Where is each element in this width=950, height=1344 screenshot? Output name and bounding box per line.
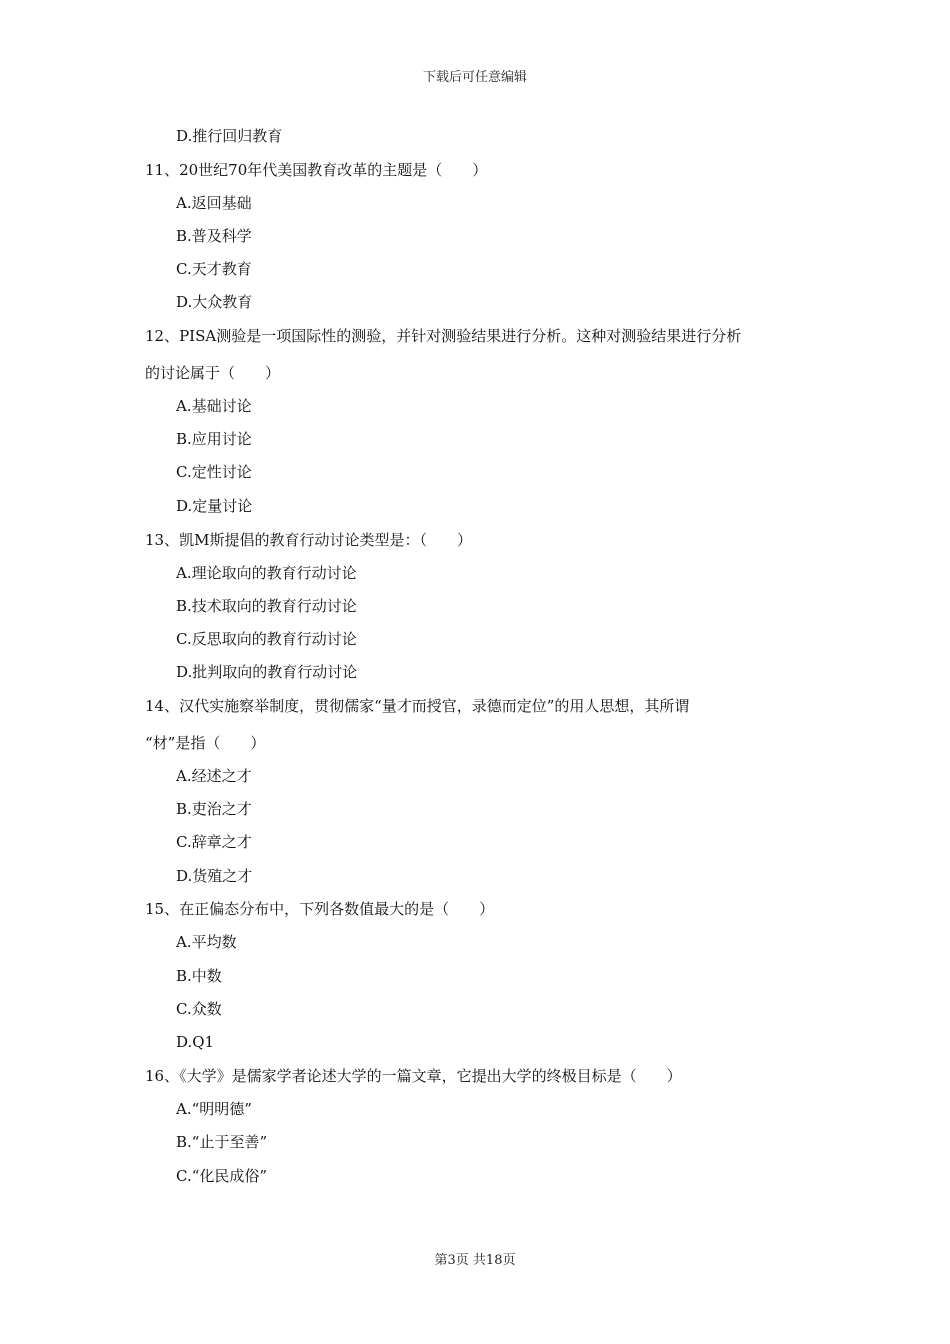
- question-continuation: 的讨论属于（ ）: [145, 364, 281, 382]
- answer-option: B.“止于至善”: [176, 1133, 268, 1151]
- answer-option: A.“明明德”: [176, 1100, 252, 1118]
- answer-option: A.经述之才: [176, 767, 252, 785]
- question-continuation: “材”是指（ ）: [145, 734, 266, 752]
- answer-option: D.批判取向的教育行动讨论: [176, 663, 358, 681]
- answer-option: D.推行回归教育: [176, 127, 283, 145]
- answer-option: D.Q1: [176, 1033, 215, 1051]
- answer-option: A.理论取向的教育行动讨论: [176, 564, 357, 582]
- answer-option: C.反思取向的教育行动讨论: [176, 630, 357, 648]
- answer-option: C.众数: [176, 1000, 222, 1018]
- question-text: 12、PISA测验是一项国际性的测验，并针对测验结果进行分析。这种对测验结果进行分析: [145, 327, 742, 345]
- answer-option: B.吏治之才: [176, 800, 252, 818]
- answer-option: D.大众教育: [176, 293, 253, 311]
- answer-option: B.普及科学: [176, 227, 252, 245]
- question-text: 16、《大学》是儒家学者论述大学的一篇文章，它提出大学的终极目标是（ ）: [145, 1067, 682, 1085]
- answer-option: A.返回基础: [176, 194, 252, 212]
- answer-option: B.中数: [176, 967, 222, 985]
- answer-option: A.基础讨论: [176, 397, 252, 415]
- question-text: 14、汉代实施察举制度，贯彻儒家“量才而授官，录德而定位”的用人思想，其所谓: [145, 697, 690, 715]
- page-header: 下载后可任意编辑: [422, 70, 527, 85]
- answer-option: B.应用讨论: [176, 430, 252, 448]
- answer-option: C.辞章之才: [176, 833, 252, 851]
- answer-option: C.天才教育: [176, 260, 252, 278]
- answer-option: B.技术取向的教育行动讨论: [176, 597, 357, 615]
- question-text: 13、凯M斯提倡的教育行动讨论类型是：（ ）: [145, 531, 472, 549]
- question-text: 15、在正偏态分布中，下列各数值最大的是（ ）: [145, 900, 495, 918]
- answer-option: C.定性讨论: [176, 463, 252, 481]
- answer-option: A.平均数: [176, 933, 237, 951]
- answer-option: C.“化民成俗”: [176, 1167, 268, 1185]
- answer-option: D.货殖之才: [176, 867, 253, 885]
- page-footer: 第3页 共18页: [434, 1253, 516, 1268]
- answer-option: D.定量讨论: [176, 497, 253, 515]
- question-text: 11、20世纪70年代美国教育改革的主题是（ ）: [145, 161, 488, 179]
